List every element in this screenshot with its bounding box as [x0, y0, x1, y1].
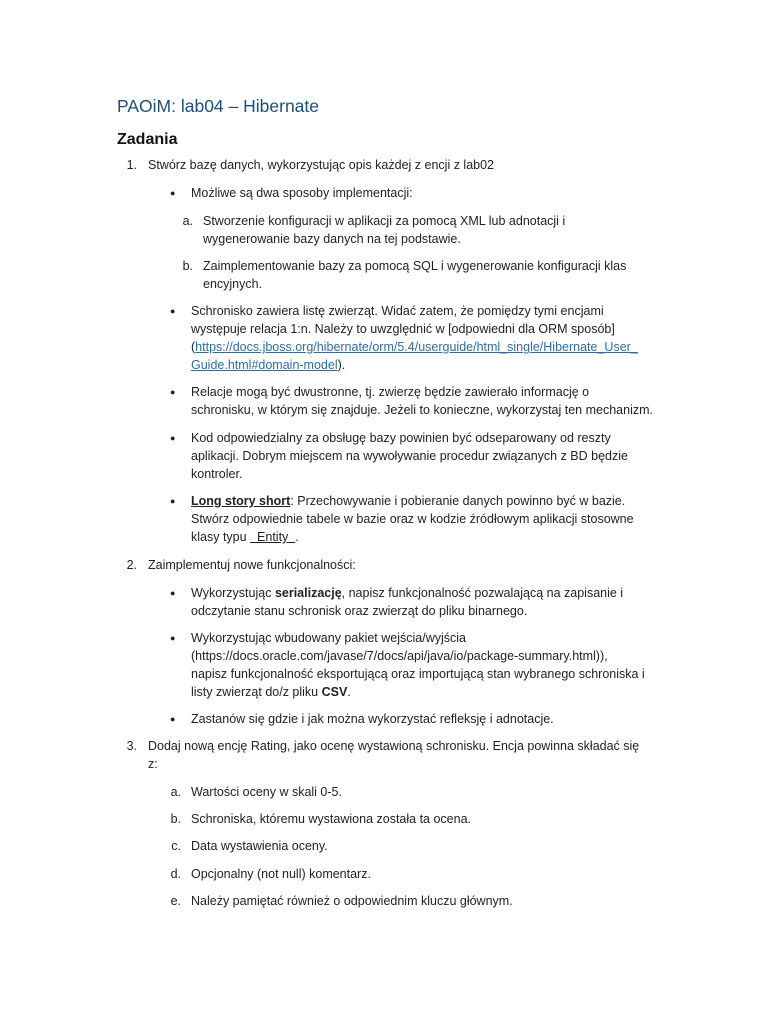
task-3-item: Schroniska, któremu wystawiona została ta ocena.	[191, 812, 471, 826]
task-1-sub-a-letter: a.	[182, 214, 193, 228]
bullet-icon: ●	[170, 387, 176, 397]
task-1-bullet-3-line-2: schronisku, w którym się znajduje. Jeżeli to konieczne, wykorzystaj ten mechanizm.	[191, 403, 653, 417]
task-1-sub-b-line-2: encyjnych.	[203, 277, 263, 291]
task-3-number: 3.	[126, 739, 137, 753]
task-1-sub-a-line-2: wygenerowanie bazy danych na tej podstawie.	[203, 232, 461, 246]
task-1-bullet-4-line-1: Kod odpowiedzialny za obsługę bazy powinien być odseparowany od reszty	[191, 431, 611, 445]
period: .	[347, 685, 351, 699]
task-1-bullet-5-line-3	[191, 529, 299, 547]
task-2-bullet-2-line-4	[191, 684, 351, 702]
task-3-line-1: Dodaj nową encję Rating, jako ocenę wystawioną schronisku. Encja powinna składać się	[148, 739, 640, 753]
task-2-bullet-2-line-1: Wykorzystując wbudowany pakiet wejścia/wyjścia	[191, 631, 466, 645]
task-3-item: Data wystawienia oceny.	[191, 839, 328, 853]
task-2-bullet-1-line-2: odczytanie stanu schronisk oraz zwierząt do pliku binarnego.	[191, 604, 528, 618]
period: .	[295, 530, 299, 544]
task-3-item-letter: a.	[170, 785, 181, 799]
task-1-bullet-5-line-2: Stwórz odpowiednie tabele w bazie oraz w kodzie źródłowym aplikacji stosowne	[191, 512, 634, 526]
task-1-number: 1.	[126, 158, 137, 172]
task-3-item-letter: d.	[170, 867, 181, 881]
task-3-item: Opcjonalny (not null) komentarz.	[191, 867, 371, 881]
serialization-term: serializację	[274, 586, 342, 600]
task-1-text: Stwórz bazę danych, wykorzystując opis każdej z encji z lab02	[148, 158, 494, 172]
bullet-icon: ●	[170, 433, 176, 443]
bullet-icon: ●	[170, 496, 176, 506]
task-2-bullet-3: Zastanów się gdzie i jak można wykorzystać refleksję i adnotacje.	[191, 712, 554, 726]
bullet-icon: ●	[170, 714, 176, 724]
task-1-bullet-2-line-4	[191, 357, 345, 375]
task-1-bullet-5-line-1	[191, 493, 625, 511]
task-3-item: Należy pamiętać również o odpowiednim kluczu głównym.	[191, 894, 513, 908]
paren-open: (	[191, 340, 196, 354]
task-2-bullet-1-line-1	[191, 585, 623, 603]
task-3-item-letter: e.	[170, 894, 181, 908]
task-2-number: 2.	[126, 558, 137, 572]
entity-term: Entity	[250, 530, 296, 544]
task-2-bullet-1-post: , napisz funkcjonalność pozwalającą na zapisanie i	[341, 586, 624, 600]
task-1-bullet-2-line-2: występuje relacja 1:n. Należy to uwzględnić w [odpowiedni dla ORM sposób]	[191, 322, 615, 336]
task-1-sub-b-letter: b.	[182, 259, 193, 273]
task-1-sub-b-line-1: Zaimplementowanie bazy za pomocą SQL i wygenerowanie konfiguracji klas	[203, 259, 627, 273]
bullet-icon: ●	[170, 306, 176, 316]
bullet-icon: ●	[170, 188, 176, 198]
task-2-bullet-2-line-2: (https://docs.oracle.com/javase/7/docs/api/java/io/package-summary.html)),	[191, 649, 608, 663]
hibernate-docs-link[interactable]: https://docs.jboss.org/hibernate/orm/5.4/userguide/html_single/Hibernate_User_	[195, 340, 638, 354]
csv-term: CSV	[321, 685, 348, 699]
task-1-bullet-2-line-1: Schronisko zawiera listę zwierząt. Widać zatem, że pomiędzy tymi encjami	[191, 304, 604, 318]
task-2-bullet-2-line-3: napisz funkcjonalność eksportującą oraz importującą stan wybranego schroniska i	[191, 667, 645, 681]
task-2-bullet-2-pre: listy zwierząt do/z pliku	[191, 685, 322, 699]
bullet-icon: ●	[170, 633, 176, 643]
task-1-bullet-5-rest: : Przechowywanie i pobieranie danych powinno być w bazie.	[290, 494, 626, 508]
hibernate-docs-link-continued[interactable]: Guide.html#domain-model	[191, 358, 338, 372]
long-story-short-label: Long story short	[191, 494, 291, 508]
bullet-icon: ●	[170, 588, 176, 598]
task-1-bullet-1: Możliwe są dwa sposoby implementacji:	[191, 186, 413, 200]
task-1-bullet-4-line-2: aplikacji. Dobrym miejscem na wywoływanie procedur związanych z BD będzie	[191, 449, 628, 463]
task-1-bullet-4-line-3: kontroler.	[191, 467, 243, 481]
task-3-line-2: z:	[148, 757, 158, 771]
task-3-item-letter: c.	[171, 839, 181, 853]
task-3-item: Wartości oceny w skali 0-5.	[191, 785, 342, 799]
task-2-text: Zaimplementuj nowe funkcjonalności:	[148, 558, 356, 572]
task-1-bullet-3-line-1: Relacje mogą być dwustronne, tj. zwierzę będzie zawierało informację o	[191, 385, 590, 399]
task-2-bullet-1-pre: Wykorzystując	[191, 586, 275, 600]
document-title: PAOiM: lab04 – Hibernate	[117, 96, 320, 116]
task-1-bullet-2-line-3	[191, 339, 638, 357]
section-heading: Zadania	[117, 131, 178, 148]
paren-close: ).	[337, 358, 346, 372]
task-3-item-letter: b.	[170, 812, 181, 826]
task-1-sub-a-line-1: Stworzenie konfiguracji w aplikacji za pomocą XML lub adnotacji i	[203, 214, 566, 228]
klasy-typu-text: klasy typu	[191, 530, 247, 544]
